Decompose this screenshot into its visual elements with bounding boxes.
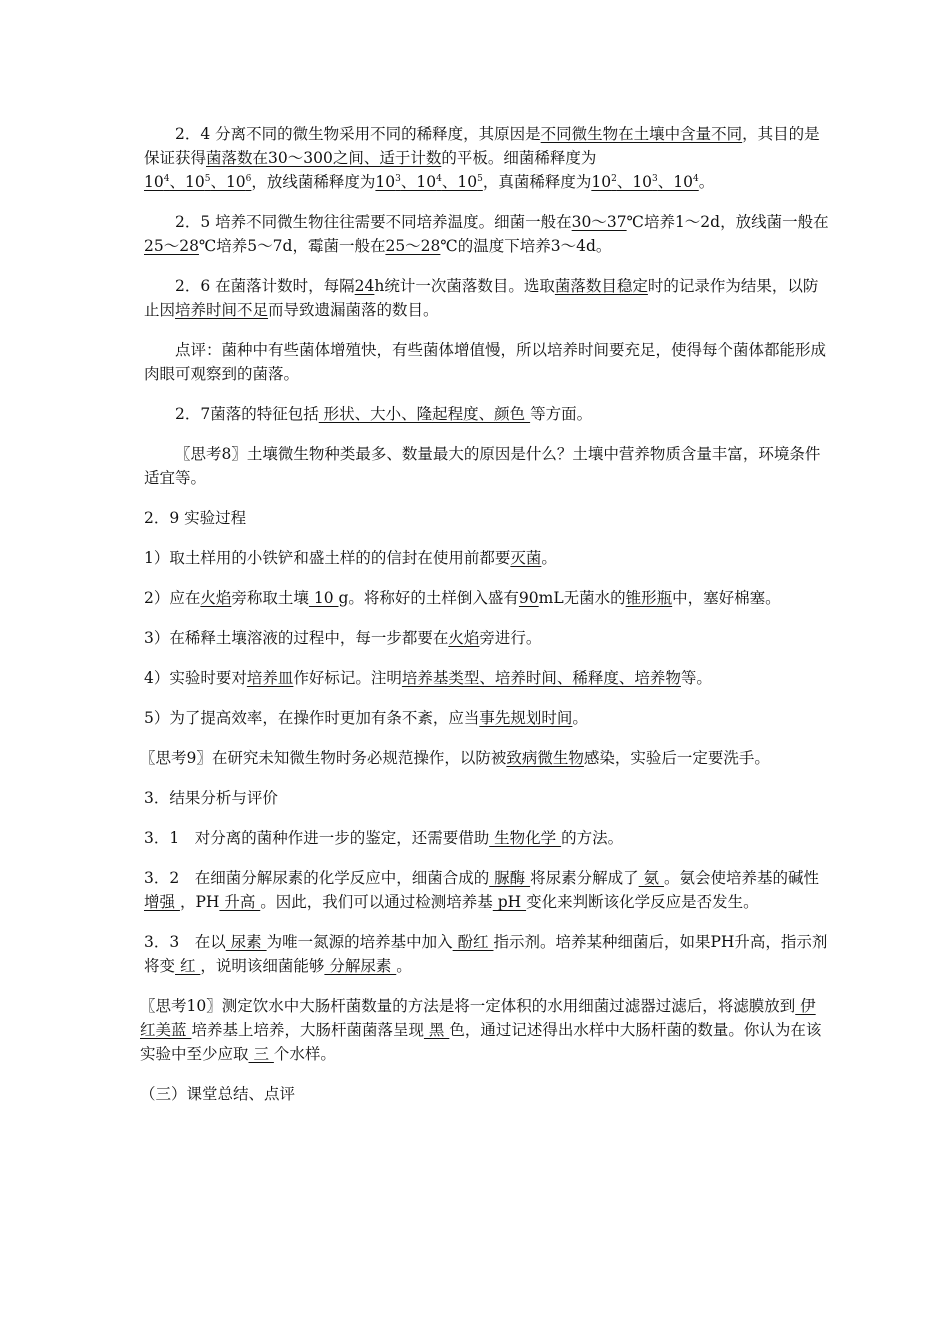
step-4: 4）实验时要对培养皿作好标记。注明培养基类型、培养时间、稀释度、培养物等。 [144,669,712,687]
text: ，放线菌稀释度为 [251,173,376,191]
paragraph-2-6: 2．6 在菌落计数时，每隔24h统计一次菌落数目。选取菌落数目稳定时的记录作为结果，以防止因培养时间不足而导致遗漏菌落的数目。 [144,277,819,319]
step-2: 2）应在火焰旁称取土壤 10 g。将称好的土样倒入盛有90mL无菌水的锥形瓶中，塞好棉塞。 [144,589,781,607]
answer-blank: 脲酶 [489,869,531,887]
paragraph-3-2: 3．2 在细菌分解尿素的化学反应中，细菌合成的 脲酶 将尿素分解成了 氨 。氨会使培养基的碱性 增强 ，PH 升高 。因此，我们可以通过检测培养基 pH 变化来判断该化学反应是否发生。 [144,869,819,911]
answer-blank: 24 [354,277,375,295]
answer-blank: 30～37 [571,213,627,231]
answer-blank: 25～28 [144,237,199,255]
answer-blank: 尿素 [225,933,267,951]
answer-blank: 90 [518,589,539,607]
answer-blank: 培养时间不足 [175,301,269,319]
think-8: 〖思考8〗土壤微生物种类最多、数量最大的原因是什么？土壤中营养物质含量丰富，环境条件适宜等。 [144,445,821,487]
paragraph-3-1: 3．1 对分离的菌种作进一步的鉴定，还需要借助 生物化学 的方法。 [144,829,624,847]
step-3: 3）在稀释土壤溶液的过程中，每一步都要在火焰旁进行。 [144,629,542,647]
comment-paragraph: 点评：菌种中有些菌体增殖快，有些菌体增值慢，所以培养时间要充足，使得每个菌体都能形成肉眼可观察到的菌落。 [144,341,827,383]
text: ，其目的是保证获得 [144,125,820,167]
paragraph-2-4 [144,122,830,194]
answer-blank: 形状、大小、隆起程度、颜色 [318,405,531,423]
answer-blank: 升高 [219,893,261,911]
text: 的平板。细菌稀释度为 [441,149,597,167]
paragraph-2-5: 2．5 培养不同微生物往往需要不同培养温度。细菌一般在30～37℃培养1～2d，放线菌一般在25～28℃培养5～7d，霉菌一般在25～28℃的温度下培养3～4d。 [144,213,829,255]
answer-blank: 红 [175,957,201,975]
answer-blank: 灭菌 [510,549,542,567]
answer-blank: 酚红 [452,933,494,951]
answer-blank: 增强 [144,893,180,911]
section-2-9-title: 2．9 实验过程 [144,509,247,527]
answer-blank: 菌落数在30～300之间、适于计数 [206,149,442,167]
answer-blank: 黑 [423,1021,450,1039]
answer-blank: 培养基类型、培养时间、稀释度、培养物 [401,669,681,687]
paragraph-2-7: 2．7菌落的特征包括 形状、大小、隆起程度、颜色 等方面。 [175,405,593,423]
step-1: 1）取土样用的小铁铲和盛土样的的信封在使用前都要灭菌。 [144,549,557,567]
answer-blank: 生物化学 [489,829,562,847]
text: ，真菌稀释度为 [482,173,592,191]
answer-blank: 三 [248,1045,274,1063]
step-5: 5）为了提高效率，在操作时更加有条不紊，应当事先规划时间。 [144,709,588,727]
text: 。 [698,173,715,191]
answer-blank: 10 [308,589,339,607]
paragraph-3-3: 3．3 在以 尿素 为唯一氮源的培养基中加入 酚红 指示剂。培养某种细菌后，如果PH升高，指示剂将变 红 ，说明该细菌能够 分解尿素 。 [144,933,828,975]
answer-blank: 分解尿素 [324,957,397,975]
answer-blank: 菌落数目稳定 [554,277,648,295]
answer-blank: 事先规划时间 [479,709,573,727]
think-10: 〖思考10〗测定饮水中大肠杆菌数量的方法是将一定体积的水用细菌过滤器过滤后，将滤膜放到 伊红美蓝 培养基上培养，大肠杆菌菌落呈现 黑 色，通过记述得出水样中大肠杆菌的数量。你认为在该实验中至少应取 三 个水样。 [140,997,822,1063]
think-9: 〖思考9〗在研究未知微生物时务必规范操作，以防被致病微生物感染，实验后一定要洗手。 [140,749,770,767]
summary-heading: （三）课堂总结、点评 [140,1085,296,1103]
answer-blank: $10^2$、$10^3$、$10^4$ [591,173,699,191]
answer-blank: 火焰 [200,589,232,607]
answer-blank: 不同微生物在土壤中含量不同 [540,125,743,143]
answer-blank: 氨 [638,869,664,887]
answer-blank: 25～28 [385,237,441,255]
answer-blank: 致病微生物 [506,749,584,767]
section-3-title: 3．结果分析与评价 [144,789,278,807]
answer-blank: $10^4$、$10^5$、$10^6$ [144,173,252,191]
answer-blank: 火焰 [448,629,480,647]
answer-blank: 伊红美蓝 [140,997,816,1039]
answer-blank: $10^3$、$10^4$、$10^5$ [375,173,483,191]
answer-blank: 培养皿 [246,669,294,687]
answer-blank: 锥形瓶 [625,589,673,607]
answer-blank: pH [492,893,527,911]
text: 2．4 分离不同的微生物采用不同的稀释度，其原因是 [175,125,541,143]
